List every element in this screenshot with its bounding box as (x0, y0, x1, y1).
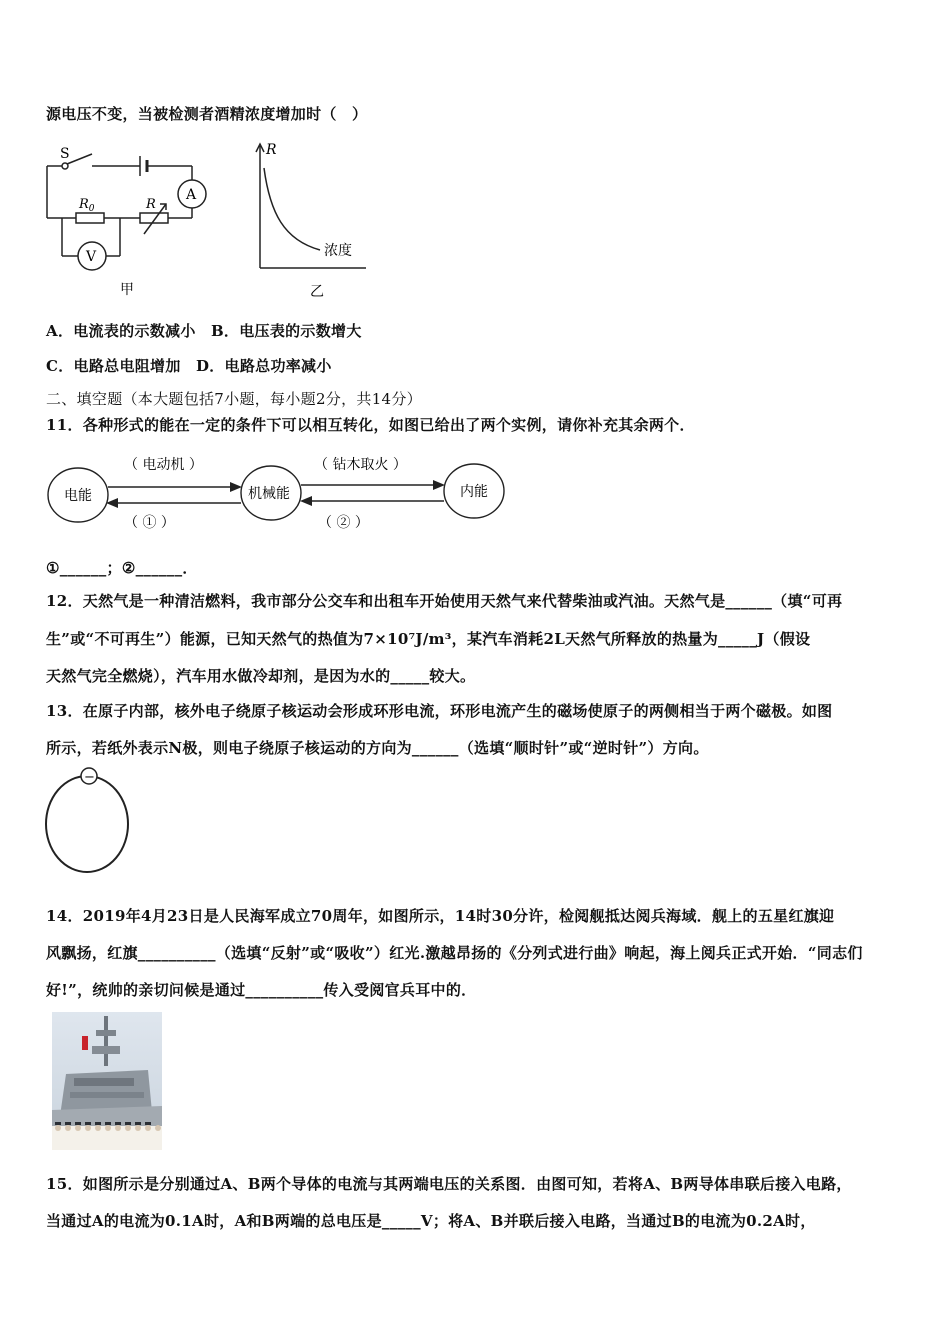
electron-sign: − (84, 770, 95, 785)
graph-curve (264, 168, 320, 250)
switch-blade (67, 154, 92, 164)
q15-line1: 15．如图所示是分别通过A、B两个导体的电流与其两端电压的关系图．由图可知，若将A、B两导体串联后接入电路， (46, 1175, 852, 1193)
q11-answer: ①______；②______． (46, 559, 198, 577)
q10-stem: 源电压不变，当被检测者酒精浓度增加时（ ） (46, 105, 368, 123)
r0-label: $R_0$ (79, 197, 95, 214)
r-label: R (146, 197, 156, 212)
electron-orbit (46, 776, 128, 872)
voltmeter-label: V (86, 249, 97, 265)
figure-caption-yi: 乙 (310, 284, 324, 300)
q12-line3: 天然气完全燃烧），汽车用水做冷却剂，是因为水的_____较大。 (46, 667, 476, 685)
q10-options-row1: A．电流表的示数减小 B．电压表的示数增大 (46, 322, 362, 340)
label-motor: （ 电动机 ） (124, 457, 203, 473)
node-electric-label: 电能 (64, 488, 92, 504)
q15-line2: 当通过A的电流为0.1A时，A和B两端的总电压是_____V；将A、B并联后接入电路，当通过B的电流为0.2A时， (46, 1212, 816, 1230)
resistor-r0 (76, 213, 104, 223)
q12-line2: 生”或“不可再生”）能源，已知天然气的热值为7×10⁷J/m³，某汽车消耗2L天然气所释放的热量为_____J（假设 (46, 630, 811, 648)
atom-orbit-diagram (42, 764, 134, 876)
q14-line2: 风飘扬，红旗__________（选填“反射”或“吸收”）红光.激越昂扬的《分列式进行曲》响起，海上阅兵正式开始．“同志们 (46, 944, 863, 962)
label-drill-wood: （ 钻木取火 ） (314, 457, 407, 473)
q12-line1: 12．天然气是一种清洁燃料，我市部分公交车和出租车开始使用天然气来代替柴油或汽油。天然气是______（填“可再 (46, 592, 843, 610)
graph-x-label: 浓度 (324, 243, 352, 259)
q13-line1: 13．在原子内部，核外电子绕原子核运动会形成环形电流，环形电流产生的磁场使原子的两侧相当于两个磁极。如图 (46, 702, 833, 720)
q13-line2: 所示，若纸外表示N极，则电子绕原子核运动的方向为______（选填“顺时针”或“逆时针”）方向。 (46, 739, 709, 757)
node-mechanical-label: 机械能 (248, 486, 290, 502)
ammeter-label: A (186, 187, 197, 203)
section-heading: 二、填空题（本大题包括7小题，每小题2分，共14分） (46, 390, 422, 408)
figure-caption-jia: 甲 (120, 282, 134, 298)
switch-label: S (60, 146, 70, 162)
label-blank-1: （ ① ） (124, 515, 175, 531)
graph-y-label: R (266, 142, 277, 158)
q11-text: 11．各种形式的能在一定的条件下可以相互转化，如图已给出了两个实例，请你补充其余两个． (46, 416, 695, 434)
circuit-diagram-jia (40, 142, 215, 302)
node-internal-label: 内能 (460, 484, 488, 500)
q10-options-row2: C．电路总电阻增加 D．电路总功率减小 (46, 357, 332, 375)
energy-conversion-diagram (46, 445, 516, 545)
q14-line3: 好!”，统帅的亲切问候是通过__________传入受阅官兵耳中的． (46, 981, 477, 999)
graph-yi (248, 138, 378, 303)
warship-photo (52, 1012, 162, 1150)
label-blank-2: （ ② ） (318, 515, 369, 531)
q14-line1: 14．2019年4月23日是人民海军成立70周年，如图所示，14时30分许，检阅舰抵达阅兵海域．舰上的五星红旗迎 (46, 907, 835, 925)
